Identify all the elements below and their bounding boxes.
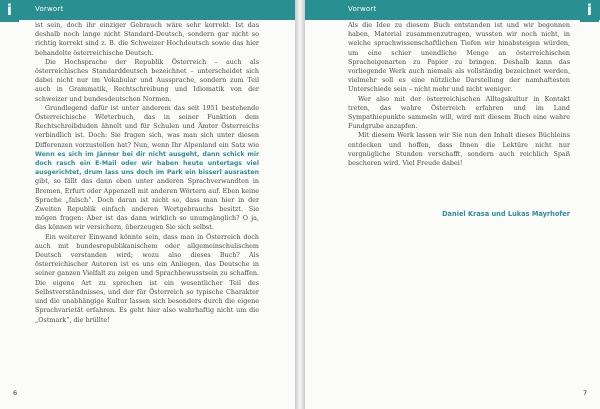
info-icon	[580, 0, 599, 24]
paragraph	[35, 104, 259, 233]
paragraph: Ein weiterer Einwand könnte sein, dass man in Österreich doch auch mit bundesrepublikanischem oder allgemeinschulischem Deutsch verstanden wird; wozu also dieses Buch? Als österreichischer Autoren ist es uns ein Anliegen, das Deutsche in seiner ganzen Vielfalt zu zeigen und Sprachbewusstsein zu schaffen. Die eigene Art zu sprechen ist ein wesentlicher Teil des Selbstverständnisses, und der für Österreich so typische Charakter und die unabhängige Kultur lassen sich besonders durch die eigene Sprachvarietät erfahren. Es geht hier also wahrhaftig nicht um die „Ostmark“, die brüllte!	[35, 232, 259, 324]
author-signature: Daniel Krasa und Lukas Mayrhofer	[442, 210, 570, 218]
info-glyph: i	[586, 1, 593, 19]
page-number: 6	[13, 389, 18, 397]
paragraph: Als die Idee zu diesem Buch entstanden ist und wir begonnen haben, Material zusammenzutragen, wussten wir noch nicht, in welche sprachwissenschaftlichen Tiefen wir hinabsteigen würden, um eine schier unendliche Menge an österreichischen Spracheigenarten zu Papier zu bringen. Deshalb kann das vorliegende Werk auch niemals als vollständig bezeichnet werden, vielmehr soll es eine nützliche Darstellung der namhaftesten Unterschiede sein – nicht mehr und nicht weniger.	[348, 21, 570, 94]
info-icon	[0, 0, 19, 24]
left-body-text	[35, 21, 259, 325]
page-number: 7	[583, 389, 588, 397]
header-title: Vorwort	[348, 5, 377, 13]
paragraph: ist sein, doch ihr einziger Gebrauch wäre sehr korrekt: Ist das deshalb noch lange nicht Standard-Deutsch, sondern gar nicht so richtig korrekt sind z. B. die Schweizer Hochdeutsch sowie das hier behandelte österreichische Deutsch.	[35, 21, 259, 57]
header-title: Vorwort	[35, 5, 64, 13]
info-glyph: i	[6, 1, 13, 19]
paragraph-text: gibt, so fällt das dann eben unter anderen Sprachverwandten in Bremen, Erfurt oder Appenzell mit anderen Wörtern auf. Eben keine Sprache „falsch“. Doch daran ist nicht so, dass man hier in der Zweiten Republik einfach anderen Wortgebrauchs besitzt. Sie mögen fragen: Aber ist das dann wirklich so unumgänglich? O ja, das können wir versichern, überzeugen Sie sich selbst.	[35, 177, 259, 232]
left-page	[0, 0, 295, 409]
paragraph: Wer also mit der österreichischen Alltagskultur in Kontakt treten, das wahre Österreich erfahren und im Land Sympathiepunkte sammeln will, wird mit diesem Buch eine wahre Fundgrube anzapfen.	[348, 94, 570, 131]
paragraph: Mit diesem Werk lassen wir Sie nun den Inhalt dieses Büchleins entdecken und hoffen, dass Ihnen die Lektüre nicht nur vergnügliche Stunden verschafft, sondern auch reichlich Spaß bescheren wird. Viel Freude dabei!	[348, 131, 570, 168]
book-gutter	[295, 0, 305, 409]
right-body-text	[348, 21, 570, 168]
page-header	[305, 0, 600, 20]
page-header	[0, 0, 295, 20]
paragraph-text: Grundlegend dafür ist unter anderem das seit 1951 bestehende Österreichische Wörterbuch, das in seiner Funktion dem Rechtschreibduden ähnelt und für Schulen und Ämter Österreichs verbindlich ist. Doch: Sie fragen sich, was man sich unter diesen Differenzen vorzustellen hat? Nun, wenn Ihr Alpenland ein Satz wie	[35, 103, 259, 149]
right-page	[305, 0, 600, 409]
paragraph: Die Hochsprache der Republik Österreich – auch als österreichisches Standarddeutsch bezeichnet – unterscheidet sich dabei nicht nur im Vokabular und Aussprache, sondern zum Teil auch in Grammatik, Rechtschreibung und Idiomatik von der schweizer und bundesdeutschen Normen.	[35, 57, 259, 103]
highlighted-example: Wenn es sich im Jänner bei dir nicht ausgeht, dann schick mir doch rasch ein E-Mail oder wir haben heute untertags viel ausgerichtet, drum lass uns doch im Park ein bisserl ausrasten	[35, 150, 259, 177]
